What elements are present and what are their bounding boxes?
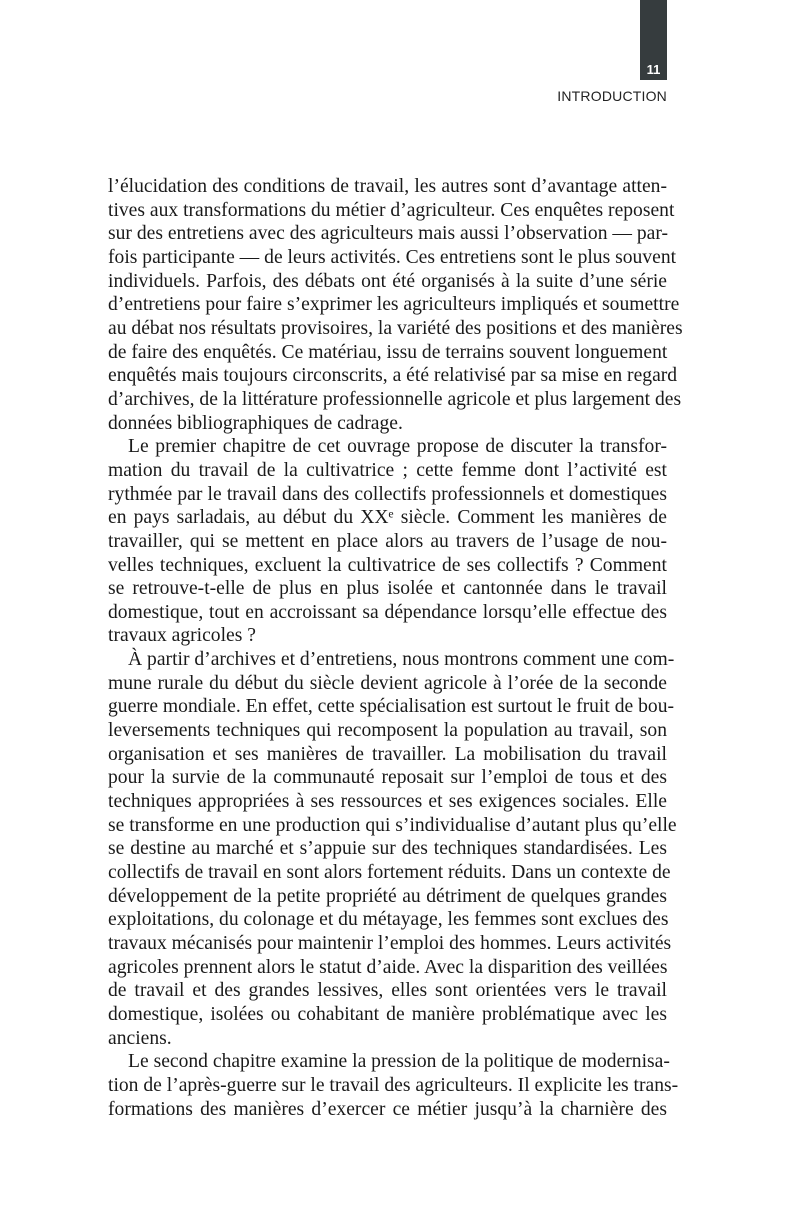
text-line: guerre mondiale. En effet, cette spécialisation est surtout le fruit de bou- <box>108 696 675 718</box>
text-line: données bibliographiques de cadrage. <box>108 412 403 434</box>
text-line: organisation et ses manières de travailler. La mobilisation du travail <box>108 743 667 765</box>
page-number: 11 <box>646 62 661 77</box>
paragraph <box>108 648 677 1050</box>
text-line: d’entretiens pour faire s’exprimer les agriculteurs impliqués et soumettre <box>108 294 680 316</box>
text-line: se destine au marché et s’appuie sur des techniques standardisées. Les <box>108 838 667 860</box>
text-line: techniques appropriées à ses ressources et ses exigences sociales. Elle <box>108 791 667 813</box>
text-line: domestique, tout en accroissant sa dépendance lorsqu’elle effectue des <box>108 601 667 623</box>
text-line: de travail et des grandes lessives, elles sont orientées vers le travail <box>108 980 667 1002</box>
text-line: tion de l’après-guerre sur le travail des agriculteurs. Il explicite les trans- <box>108 1074 679 1096</box>
running-head: INTRODUCTION <box>557 88 667 104</box>
paragraph <box>108 175 683 435</box>
text-line: exploitations, du colonage et du métayage, les femmes sont exclues des <box>108 909 669 931</box>
text-line: velles techniques, excluent la cultivatrice de ses collectifs ? Comment <box>108 554 667 576</box>
text-line: se retrouve-t-elle de plus en plus isolée et cantonnée dans le travail <box>108 578 667 600</box>
text-line: l’élucidation des conditions de travail, les autres sont d’avantage atten- <box>108 176 667 197</box>
text-line: À partir d’archives et d’entretiens, nous montrons comment une com- <box>128 649 675 671</box>
text-line: sur des entretiens avec des agriculteurs mais aussi l’observation — par- <box>108 223 669 245</box>
text-line: rythmée par le travail dans des collectifs professionnels et domestiques <box>108 483 667 505</box>
text-line: collectifs de travail en sont alors fortement réduits. Dans un contexte de <box>108 862 671 884</box>
text-line: se transforme en une production qui s’individualise d’autant plus qu’elle <box>108 814 677 836</box>
text-line: tives aux transformations du métier d’agriculteur. Ces enquêtes reposent <box>108 199 675 221</box>
text-line: mune rurale du début du siècle devient agricole à l’orée de la seconde <box>108 672 667 694</box>
body-text <box>108 175 683 1121</box>
text-line: travailler, qui se mettent en place alors au travers de l’usage de nou- <box>108 530 667 552</box>
text-line: Le second chapitre examine la pression de la politique de modernisa- <box>128 1051 670 1073</box>
text-line: d’archives, de la littérature professionnelle agricole et plus largement des <box>108 388 682 410</box>
text-line: anciens. <box>108 1027 172 1049</box>
text-line: travaux agricoles ? <box>108 625 256 647</box>
text-line: domestique, isolées ou cohabitant de manière problématique avec les <box>108 1003 667 1025</box>
text-line: travaux mécanisés pour maintenir l’emploi des hommes. Leurs activités <box>108 933 672 954</box>
text-line: en pays sarladais, au début du XXᵉ siècle. Comment les manières de <box>108 507 667 529</box>
paragraph <box>108 435 667 648</box>
text-line: formations des manières d’exercer ce métier jusqu’à la charnière des <box>108 1098 667 1120</box>
text-line: mation du travail de la cultivatrice ; cette femme dont l’activité est <box>108 459 667 481</box>
text-line: individuels. Parfois, des débats ont été organisés à la suite d’une série <box>108 270 667 292</box>
text-line: de faire des enquêtés. Ce matériau, issu de terrains souvent longuement <box>108 341 668 363</box>
text-line: Le premier chapitre de cet ouvrage propose de discuter la transfor- <box>128 436 667 458</box>
text-line: agricoles prennent alors le statut d’aide. Avec la disparition des veillées <box>108 956 668 978</box>
text-line: pour la survie de la communauté reposait sur l’emploi de tous et des <box>108 767 667 789</box>
page-number-tab <box>640 0 667 80</box>
text-line: fois participante — de leurs activités. Ces entretiens sont le plus souvent <box>108 246 677 268</box>
text-line: au débat nos résultats provisoires, la variété des positions et des manières <box>108 317 683 339</box>
text-line: enquêtés mais toujours circonscrits, a été relativisé par sa mise en regard <box>108 365 678 387</box>
paragraph <box>108 1050 679 1121</box>
text-line: développement de la petite propriété au détriment de quelques grandes <box>108 885 667 907</box>
text-line: leversements techniques qui recomposent la population au travail, son <box>108 720 667 742</box>
